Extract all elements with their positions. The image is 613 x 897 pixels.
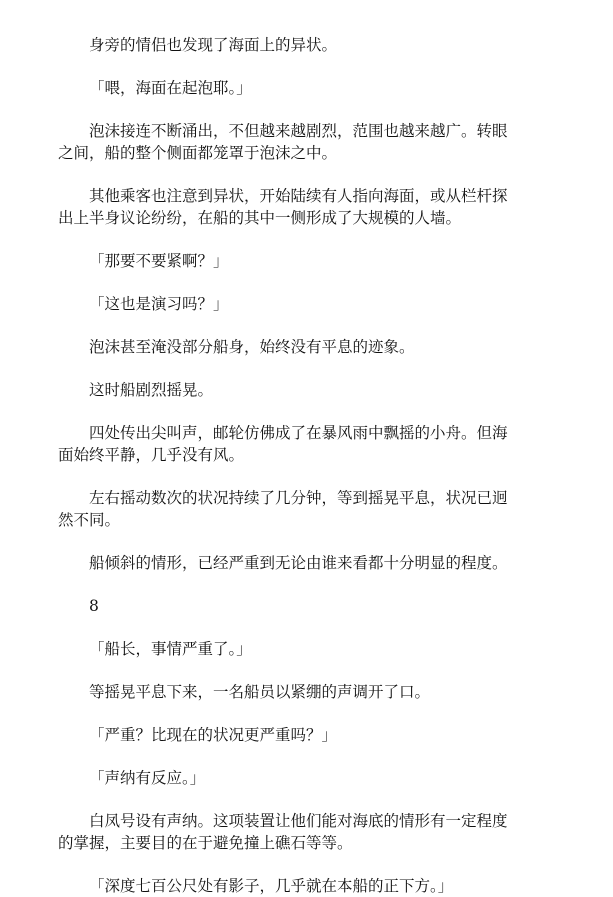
section-number [58,595,555,617]
paragraph-line: 面始终平静，几乎没有风。 [58,446,245,464]
paragraph-3 [58,120,555,164]
paragraph-2 [58,77,555,99]
paragraph-line: 「声纳有反应。」 [89,769,206,787]
paragraph-1 [58,34,555,56]
paragraph-line: 泡沫接连不断涌出，不但越来越剧烈，范围也越来越广。转眼 [89,122,508,140]
paragraph-line: 船倾斜的情形，已经严重到无论由谁来看都十分明显的程度。 [89,554,508,572]
paragraph-line: 等摇晃平息下来，一名船员以紧绷的声调开了口。 [89,683,431,701]
paragraph-line: 「严重？比现在的状况更严重吗？」 [89,726,338,744]
paragraph-line: 「船长，事情严重了。」 [89,640,252,658]
paragraph-line: 「深度七百公尺处有影子，几乎就在本船的正下方。」 [89,877,454,895]
paragraph-9 [58,422,555,466]
paragraph-18 [58,875,555,897]
paragraph-17 [58,810,555,854]
paragraph-16 [58,767,555,789]
paragraph-line: 出上半身议论纷纷，在船的其中一侧形成了大规模的人墙。 [58,209,462,227]
paragraph-line: 左右摇动数次的状况持续了几分钟，等到摇晃平息，状况已迥 [89,489,508,507]
paragraph-15 [58,724,555,746]
paragraph-13 [58,638,555,660]
paragraph-5 [58,250,555,272]
paragraph-line: 8 [89,597,99,615]
paragraph-10 [58,487,555,531]
paragraph-4 [58,185,555,229]
paragraph-line: 白凤号设有声纳。这项装置让他们能对海底的情形有一定程度 [89,812,508,830]
paragraph-7 [58,336,555,358]
paragraph-line: 「这也是演习吗？」 [89,295,229,313]
paragraph-line: 然不同。 [58,511,121,529]
paragraph-line: 「那要不要紧啊？」 [89,252,229,270]
paragraph-line: 四处传出尖叫声，邮轮仿佛成了在暴风雨中飘摇的小舟。但海 [89,424,508,442]
paragraph-line: 泡沫甚至淹没部分船身，始终没有平息的迹象。 [89,338,415,356]
paragraph-line: 其他乘客也注意到异状，开始陆续有人指向海面，或从栏杆探 [89,187,508,205]
paragraph-line: 的掌握，主要目的在于避免撞上礁石等等。 [58,834,353,852]
paragraph-6 [58,293,555,315]
paragraph-8 [58,379,555,401]
paragraph-11 [58,552,555,574]
paragraph-line: 之间，船的整个侧面都笼罩于泡沫之中。 [58,144,338,162]
paragraph-line: 这时船剧烈摇晃。 [89,381,214,399]
paragraph-line: 身旁的情侣也发现了海面上的异状。 [89,36,338,54]
paragraph-14 [58,681,555,703]
paragraph-line: 「喂，海面在起泡耶。」 [89,79,252,97]
